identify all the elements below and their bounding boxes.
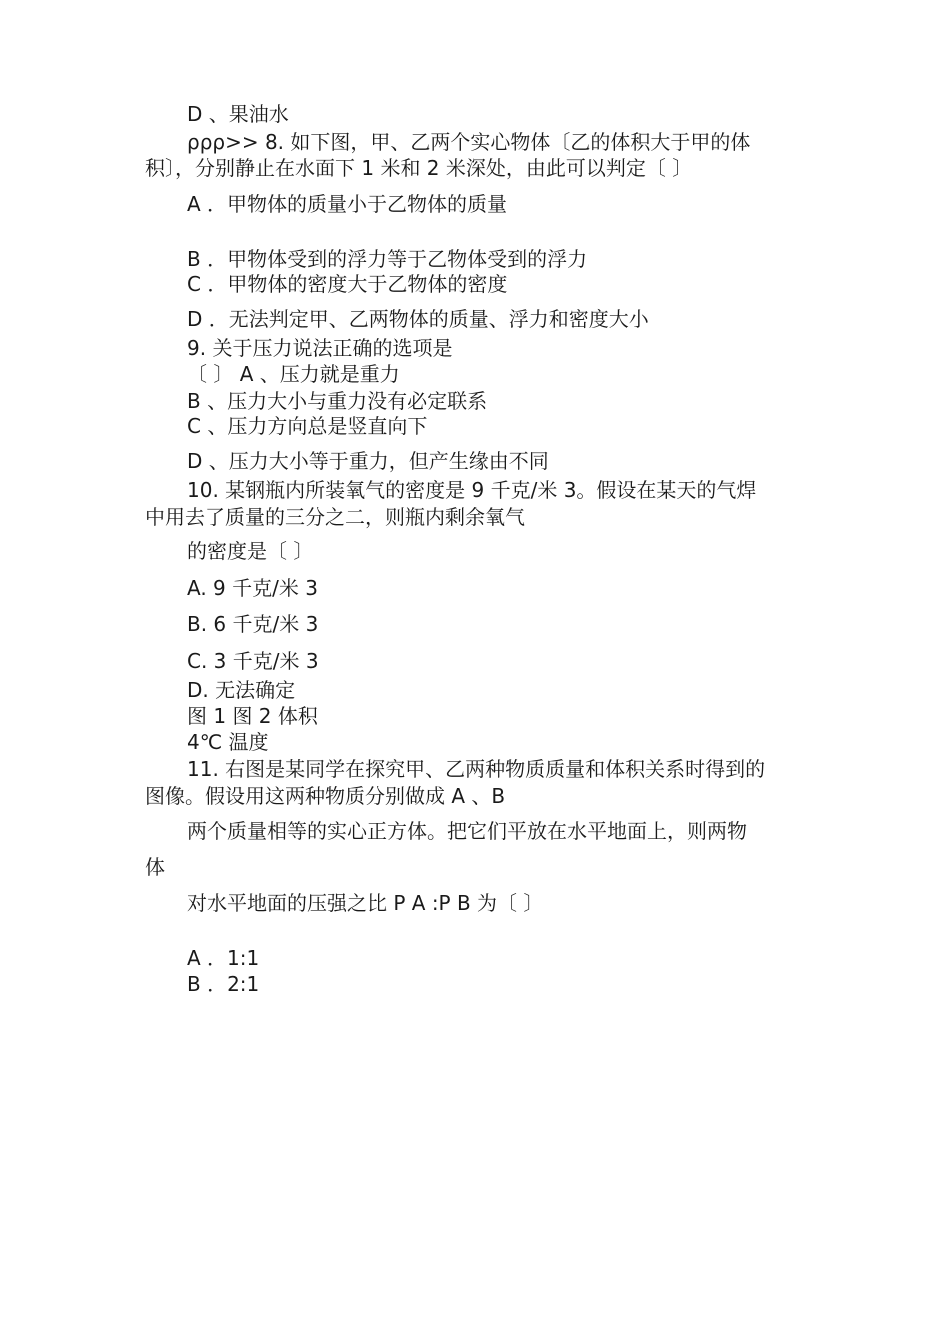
temperature-label-line: 4℃ 温度 (187, 730, 269, 754)
option-a-q8: A ．甲物体的质量小于乙物体的质量 (187, 192, 508, 216)
option-d-q10: D. 无法确定 (187, 678, 296, 702)
question-9: 9. 关于压力说法正确的选项是 (187, 336, 453, 360)
option-c-q8: C ．甲物体的密度大于乙物体的密度 (187, 272, 508, 296)
question-8-line-1: ρρρ>> 8. 如下图，甲、乙两个实心物体〔乙的体积大于甲的体 (187, 130, 751, 154)
question-11-line-2: 图像。假设用这两种物质分别做成 A 、B (145, 784, 506, 808)
question-11-line-4: 体 (145, 855, 165, 879)
question-11-line-3: 两个质量相等的实心正方体。把它们平放在水平地面上，则两物 (187, 819, 747, 843)
option-d-q9: D 、压力大小等于重力，但产生缘由不同 (187, 449, 549, 473)
option-b-q11: B ．2:1 (187, 972, 260, 996)
option-d-q8: D ．无法判定甲、乙两物体的质量、浮力和密度大小 (187, 307, 649, 331)
question-8-line-2: 积〕，分别静止在水面下 1 米和 2 米深处，由此可以判定〔 〕 (145, 156, 693, 180)
option-b-q9: B 、压力大小与重力没有必定联系 (187, 389, 488, 413)
question-10-line-1: 10. 某钢瓶内所装氧气的密度是 9 千克/米 3。假设在某天的气焊 (187, 478, 757, 502)
option-b-q8: B ．甲物体受到的浮力等于乙物体受到的浮力 (187, 247, 588, 271)
question-10-line-2: 中用去了质量的三分之二，则瓶内剩余氧气 (145, 505, 525, 529)
option-d-q7: D 、果油水 (187, 102, 289, 126)
option-a-q11: A ．1:1 (187, 946, 260, 970)
option-a-q10: A. 9 千克/米 3 (187, 576, 318, 600)
option-c-q9: C 、压力方向总是竖直向下 (187, 414, 428, 438)
question-10-line-3: 的密度是〔 〕 (187, 539, 314, 563)
option-a-q9: 〔 〕 A 、压力就是重力 (187, 362, 400, 386)
question-11-line-1: 11. 右图是某同学在探究甲、乙两种物质质量和体积关系时得到的 (187, 757, 766, 781)
option-b-q10: B. 6 千克/米 3 (187, 612, 319, 636)
option-c-q10: C. 3 千克/米 3 (187, 649, 319, 673)
figure-label-line: 图 1 图 2 体积 (187, 704, 318, 728)
question-11-line-5: 对水平地面的压强之比 P A :P B 为〔 〕 (187, 891, 544, 915)
